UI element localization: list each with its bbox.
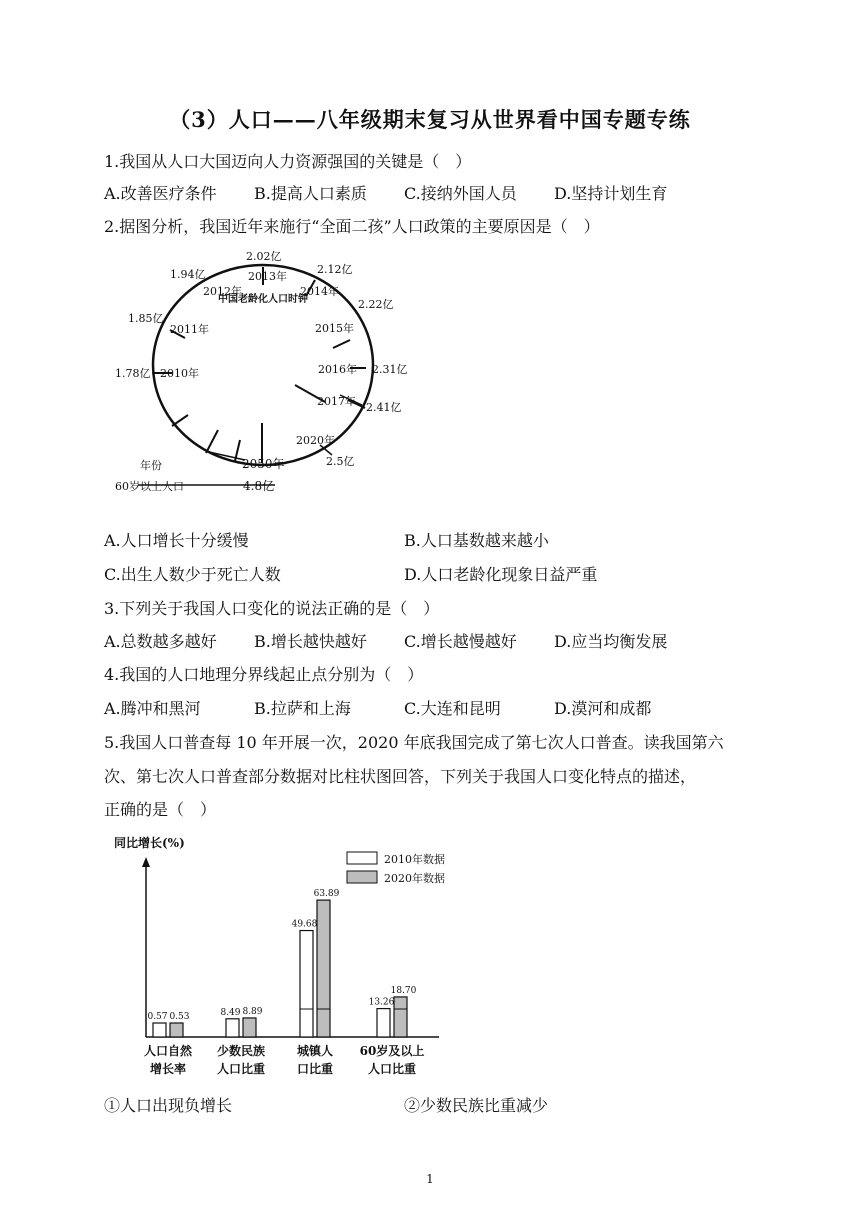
- question-5-stem-line-2: 次、第七次人口普查部分数据对比柱状图回答，下列关于我国人口变化特点的描述，: [104, 767, 697, 786]
- category-label-0-1: 增长率: [149, 1062, 187, 1076]
- q3-option-c: C.增长越慢越好: [404, 632, 517, 651]
- q2-option-c: C.出生人数少于死亡人数: [104, 565, 281, 584]
- clock-legend-population: 60岁以上人口: [115, 480, 184, 493]
- clock-pop-2017: 2.41亿: [366, 401, 402, 414]
- legend-swatch-1: [347, 871, 377, 883]
- q2-option-d: D.人口老龄化现象日益严重: [404, 565, 598, 584]
- census-bar-chart: [104, 825, 464, 1090]
- bar-2020-1: [243, 1018, 256, 1037]
- q3-option-d: D.应当均衡发展: [554, 632, 668, 651]
- question-1-stem: 1.我国从人口大国迈向人力资源强国的关键是（ ）: [104, 152, 472, 171]
- clock-year-2013: 2013年: [248, 270, 287, 283]
- bar-2010-3: [377, 1009, 390, 1037]
- bar-value-label-0-2: 49.68: [291, 919, 318, 930]
- clock-year-2016: 2016年: [318, 363, 357, 376]
- clock-pop-2012: 1.94亿: [170, 268, 206, 281]
- question-3-stem: 3.下列关于我国人口变化的说法正确的是（ ）: [104, 599, 440, 618]
- clock-pop-2011: 1.85亿: [128, 312, 164, 325]
- page-title: （3）人口——八年级期末复习从世界看中国专题专练: [169, 107, 691, 132]
- clock-year-2015: 2015年: [315, 322, 354, 335]
- bar-2010-2: [300, 931, 313, 1037]
- q1-option-a: A.改善医疗条件: [104, 184, 217, 203]
- question-4-stem: 4.我国的人口地理分界线起止点分别为（ ）: [104, 665, 424, 684]
- legend-label-1: 2020年数据: [384, 872, 445, 885]
- q3-option-b: B.增长越快越好: [254, 632, 367, 651]
- bar-value-label-1-3: 18.70: [390, 985, 417, 996]
- clock-pop-2015: 2.22亿: [358, 298, 394, 311]
- category-label-3-1: 人口比重: [367, 1062, 417, 1076]
- question-5-stem-line-1: 5.我国人口普查每 10 年开展一次，2020 年底我国完成了第七次人口普查。读我国第六: [104, 733, 724, 752]
- legend-swatch-0: [347, 852, 377, 864]
- clock-year-2011: 2011年: [170, 323, 209, 336]
- q2-option-b: B.人口基数越来越小: [404, 531, 549, 550]
- clock-year-2012: 2012年: [203, 285, 242, 298]
- page-number: 1: [426, 1172, 434, 1186]
- clock-year-2014: 2014年: [300, 285, 339, 298]
- bar-value-label-1-2: 63.89: [313, 889, 340, 900]
- bar-2020-2: [317, 900, 330, 1037]
- clock-pop-2013: 2.02亿: [246, 250, 282, 263]
- category-label-1-1: 人口比重: [216, 1062, 266, 1076]
- bar-2010-1: [226, 1019, 239, 1037]
- q1-option-d: D.坚持计划生育: [554, 184, 668, 203]
- clock-pop-2010: 1.78亿: [115, 367, 151, 380]
- bar-2010-0: [153, 1023, 166, 1037]
- q1-option-c: C.接纳外国人员: [404, 184, 517, 203]
- bar-value-label-1-0: 0.53: [169, 1012, 190, 1022]
- question-5-stem-line-3: 正确的是（ ）: [104, 800, 217, 819]
- category-label-0-0: 人口自然: [143, 1044, 193, 1058]
- chart-y-axis-arrow: [142, 857, 150, 867]
- category-label-1-0: 少数民族: [216, 1044, 266, 1058]
- bar-value-label-0-1: 8.49: [220, 1007, 241, 1018]
- q3-option-a: A.总数越多越好: [104, 632, 217, 651]
- clock-year-2050: 2050年: [242, 457, 285, 471]
- bar-value-label-0-0: 0.57: [147, 1012, 168, 1022]
- q4-option-b: B.拉萨和上海: [254, 699, 351, 718]
- clock-pop-2020: 2.5亿: [326, 455, 355, 468]
- clock-center-label: 中国老龄化人口时钟: [218, 294, 308, 305]
- bar-value-label-1-1: 8.89: [242, 1006, 263, 1017]
- clock-pop-2016: 2.31亿: [372, 363, 408, 376]
- q5-statement-2: ②少数民族比重减少: [404, 1096, 549, 1115]
- q4-option-d: D.漠河和成都: [554, 699, 652, 718]
- category-label-2-1: 口比重: [296, 1062, 334, 1076]
- bar-2020-0: [170, 1023, 183, 1037]
- q1-option-b: B.提高人口素质: [254, 184, 367, 203]
- q5-statement-1: ①人口出现负增长: [104, 1096, 233, 1115]
- q4-option-a: A.腾冲和黑河: [104, 699, 201, 718]
- bar-2020-3: [394, 997, 407, 1037]
- clock-year-2020: 2020年: [296, 434, 335, 447]
- question-2-stem: 2.据图分析，我国近年来施行“全面二孩”人口政策的主要原因是（ ）: [104, 217, 600, 236]
- category-label-3-0: 60岁及以上: [359, 1044, 425, 1058]
- clock-pop-2014: 2.12亿: [317, 263, 353, 276]
- clock-year-2010: 2010年: [160, 367, 199, 380]
- clock-year-2017: 2017年: [317, 395, 356, 408]
- chart-y-axis-label: 同比增长(%): [114, 836, 185, 850]
- category-label-2-0: 城镇人: [296, 1044, 334, 1058]
- clock-pop-2050: 4.8亿: [243, 479, 275, 493]
- legend-label-0: 2010年数据: [384, 853, 445, 866]
- clock-legend-year: 年份: [140, 459, 162, 472]
- q4-option-c: C.大连和昆明: [404, 699, 501, 718]
- q2-option-a: A.人口增长十分缓慢: [104, 531, 249, 550]
- aging-population-clock: [110, 240, 420, 500]
- bar-value-label-0-3: 13.26: [368, 997, 395, 1008]
